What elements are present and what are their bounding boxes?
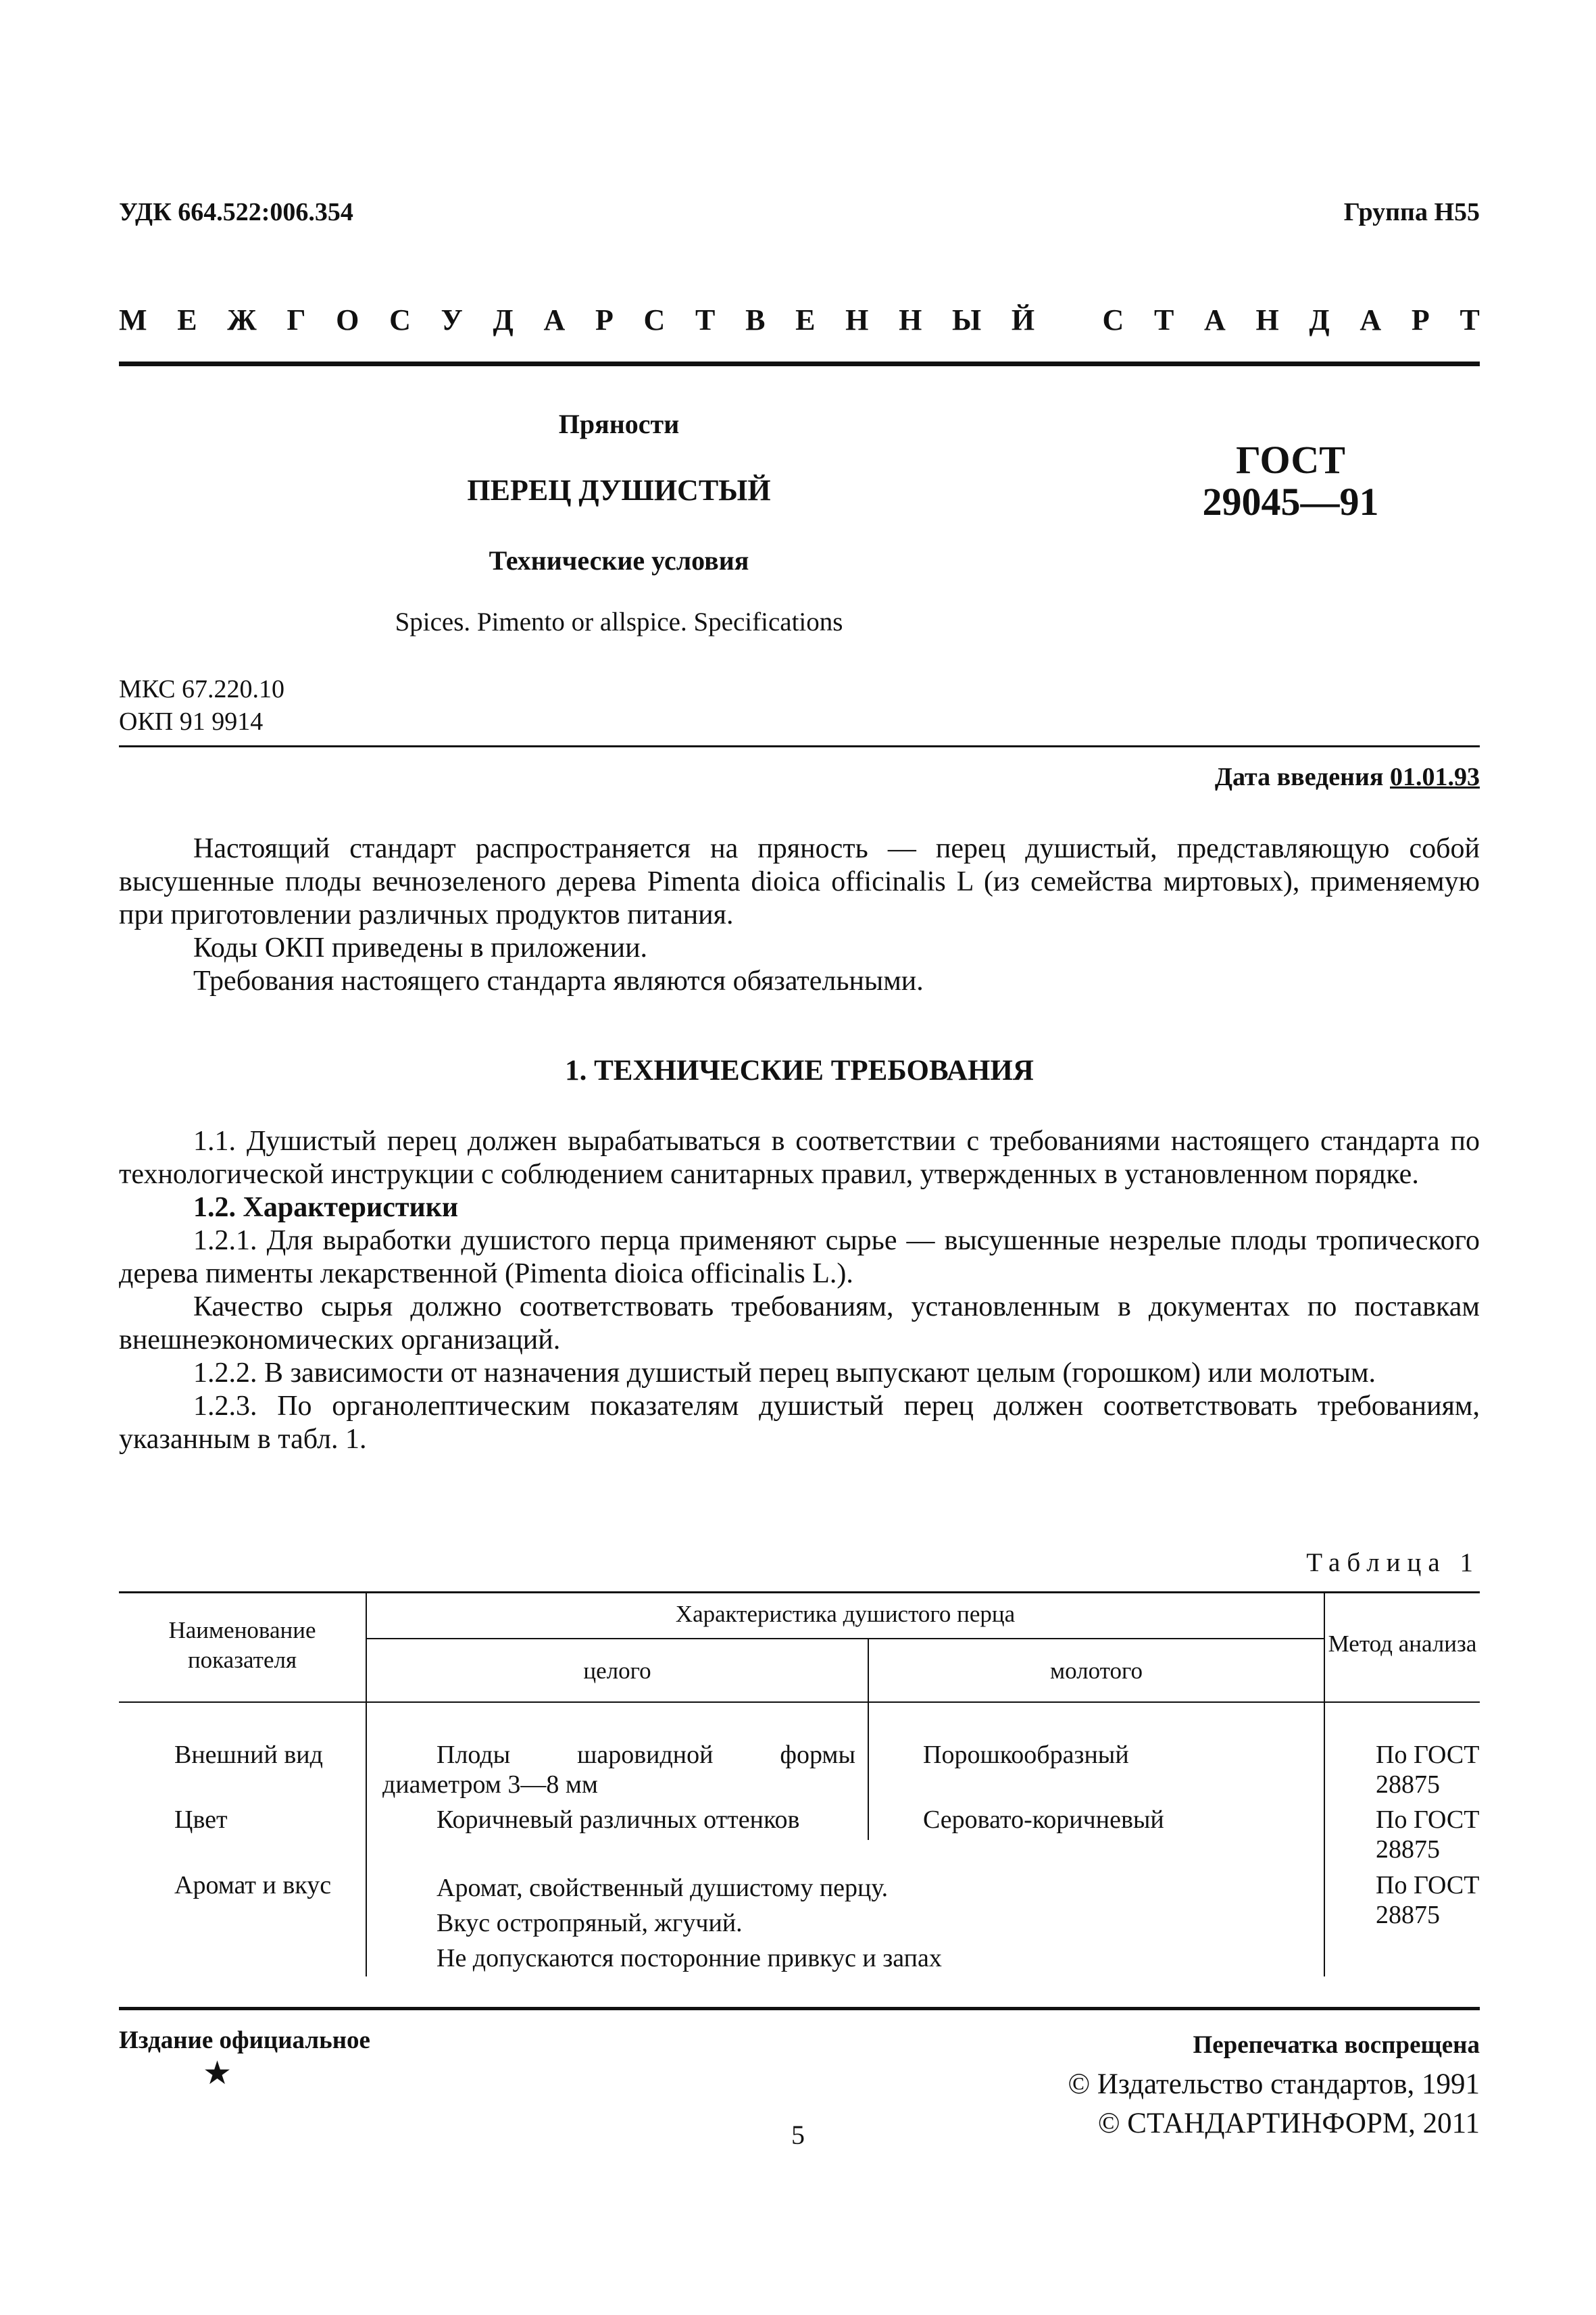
table-label: Таблица 1 bbox=[1306, 1548, 1480, 1577]
title-rule bbox=[119, 745, 1480, 747]
group-code: Группа Н55 bbox=[1343, 198, 1480, 226]
banner-letter: А bbox=[1204, 303, 1226, 337]
row-ground: Серовато-коричневый bbox=[923, 1806, 1164, 1834]
banner-letter: Г bbox=[286, 303, 306, 337]
table-subheader-rule bbox=[366, 1638, 1324, 1639]
gost-code: 29045—91 bbox=[1202, 480, 1379, 524]
section-heading: 1. ТЕХНИЧЕСКИЕ ТРЕБОВАНИЯ bbox=[565, 1055, 1034, 1087]
paragraph-1-2-1: 1.2.1. Для выработки душистого перца применяют сырье — высушенные незрелые плоды тропического дерева пименты лекарственной (Pimenta dioica officinalis L.). bbox=[119, 1225, 1480, 1289]
row-whole: Плоды шаровидной формы диаметром 3—8 мм bbox=[382, 1741, 855, 1799]
banner-letter: Т bbox=[1153, 303, 1174, 337]
banner-letter: М bbox=[119, 303, 147, 337]
section-body bbox=[119, 1125, 1480, 1456]
banner-letter: У bbox=[441, 303, 463, 337]
udk-code: УДК 664.522:006.354 bbox=[119, 198, 353, 226]
title-category: Пряности bbox=[558, 409, 680, 439]
banner-letter: В bbox=[745, 303, 766, 337]
row-name: Цвет bbox=[174, 1806, 228, 1834]
banner-letter: Т bbox=[1460, 303, 1480, 337]
header-rule bbox=[119, 362, 1480, 366]
paragraph-1-1: 1.1. Душистый перец должен вырабатываться в соответствии с требованиями настоящего стандарта по технологической инструкции с соблюдением санитарных правил, утвержденных в установленном порядке. bbox=[119, 1126, 1480, 1190]
standard-type-banner bbox=[119, 303, 1480, 337]
banner-letter: Н bbox=[899, 303, 922, 337]
banner-letter: Е bbox=[795, 303, 816, 337]
title-name: ПЕРЕЦ ДУШИСТЫЙ bbox=[467, 474, 771, 507]
title-english: Spices. Pimento or allspice. Specifications bbox=[395, 607, 843, 637]
banner-letter: С bbox=[1102, 303, 1124, 337]
row-whole: Коричневый различных оттенков bbox=[437, 1806, 800, 1834]
header-name: Наименование показателя bbox=[168, 1617, 316, 1673]
row-merged bbox=[437, 1870, 942, 1976]
reprint-notice: Перепечатка воспрещена bbox=[1193, 2031, 1480, 2059]
row-merged-line: Вкус остропряный, жгучий. bbox=[437, 1909, 743, 1937]
heading-1-2: 1.2. Характеристики bbox=[193, 1192, 459, 1223]
copyright-1991: © Издательство стандартов, 1991 bbox=[1068, 2068, 1480, 2100]
header-whole: целого bbox=[583, 1658, 651, 1684]
edition-label: Издание официальное bbox=[119, 2026, 370, 2054]
intro-paragraph: Настоящий стандарт распространяется на пряность — перец душистый, представляющую собой высушенные плоды вечнозеленого дерева Pimenta dioica officinalis L (из семейства миртовых), применяемую при приготовлении различных продуктов питания. bbox=[119, 833, 1480, 930]
table-col-divider bbox=[868, 1701, 869, 1840]
intro-paragraph: Требования настоящего стандарта являются обязательными. bbox=[193, 966, 924, 997]
banner-letter: Р bbox=[595, 303, 614, 337]
banner-letter: Ы bbox=[952, 303, 982, 337]
banner-letter: С bbox=[389, 303, 411, 337]
banner-letter: О bbox=[336, 303, 359, 337]
banner-letter bbox=[1065, 303, 1072, 337]
banner-letter: С bbox=[643, 303, 666, 337]
banner-letter: А bbox=[1360, 303, 1382, 337]
page-number: 5 bbox=[791, 2120, 805, 2150]
banner-letter: Д bbox=[493, 303, 514, 337]
banner-letter: Ж bbox=[227, 303, 257, 337]
date-value: 01.01.93 bbox=[1390, 763, 1480, 791]
table-1 bbox=[119, 1591, 1480, 1976]
copyright-2011: © СТАНДАРТИНФОРМ, 2011 bbox=[1097, 2108, 1480, 2139]
table-header-rule bbox=[119, 1701, 1480, 1703]
header-method: Метод анализа bbox=[1328, 1631, 1477, 1657]
header-characteristic: Характеристика душистого перца bbox=[675, 1601, 1016, 1627]
banner-letter: Н bbox=[845, 303, 869, 337]
table-top-rule bbox=[119, 1591, 1480, 1593]
intro-paragraph: Коды ОКП приведены в приложении. bbox=[193, 932, 648, 964]
paragraph-1-2-1-quality: Качество сырья должно соответствовать требованиям, установленным в документах по поставкам внешнеэкономических организаций. bbox=[119, 1291, 1480, 1355]
row-name: Аромат и вкус bbox=[174, 1871, 332, 1899]
okp-code: ОКП 91 9914 bbox=[119, 707, 264, 736]
introduction-date bbox=[1215, 762, 1480, 792]
banner-letter: Й bbox=[1011, 303, 1035, 337]
row-method: По ГОСТ 28875 bbox=[1376, 1806, 1480, 1864]
banner-letter: Т bbox=[695, 303, 716, 337]
star-icon: ★ bbox=[203, 2056, 232, 2091]
banner-letter: Д bbox=[1309, 303, 1330, 337]
banner-letter: Н bbox=[1255, 303, 1279, 337]
intro-text bbox=[119, 832, 1480, 998]
paragraph-1-2-2: 1.2.2. В зависимости от назначения душистый перец выпускают целым (горошком) или молотым. bbox=[193, 1358, 1376, 1389]
row-method: По ГОСТ 28875 bbox=[1376, 1871, 1480, 1929]
classification-codes bbox=[119, 673, 284, 738]
gost-label: ГОСТ bbox=[1236, 438, 1345, 482]
title-subtitle: Технические условия bbox=[489, 545, 749, 576]
row-merged-line: Не допускаются посторонние привкус и запах bbox=[437, 1944, 942, 1972]
gost-number bbox=[1149, 439, 1432, 523]
paragraph-1-2-3: 1.2.3. По органолептическим показателям душистый перец должен соответствовать требованиям, указанным в табл. 1. bbox=[119, 1391, 1480, 1455]
row-ground: Порошкообразный bbox=[923, 1741, 1129, 1769]
row-method: По ГОСТ 28875 bbox=[1376, 1741, 1480, 1799]
banner-letter: Р bbox=[1411, 303, 1430, 337]
table-col-divider bbox=[366, 1591, 367, 1976]
footer-rule bbox=[119, 2007, 1480, 2010]
banner-letter: Е bbox=[177, 303, 197, 337]
date-label: Дата введения bbox=[1214, 763, 1384, 791]
row-merged-line: Аромат, свойственный душистому перцу. bbox=[437, 1874, 889, 1902]
header-ground: молотого bbox=[1049, 1658, 1143, 1684]
banner-letter: А bbox=[543, 303, 566, 337]
row-name: Внешний вид bbox=[174, 1741, 323, 1769]
mks-code: МКС 67.220.10 bbox=[119, 675, 285, 703]
